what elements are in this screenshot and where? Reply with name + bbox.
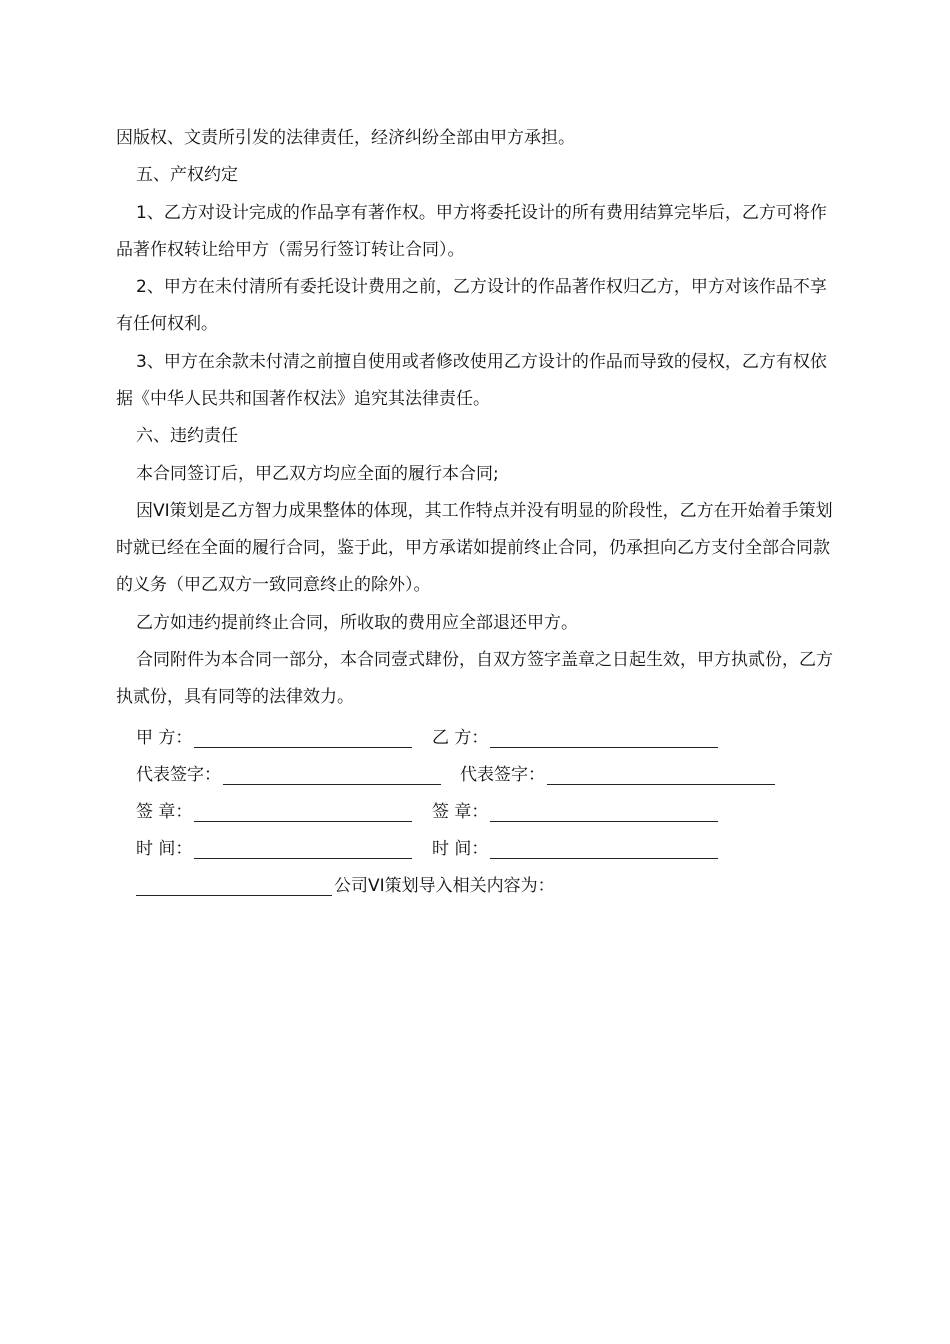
paragraph-property-3: 3、甲方在余款未付清之前擅自使用或者修改使用乙方设计的作品而导致的侵权，乙方有权依据《中华人民共和国著作权法》追究其法律责任。: [116, 352, 827, 409]
rep-a-blank-line[interactable]: [223, 766, 441, 785]
seal-a-blank-line[interactable]: [194, 803, 412, 822]
time-a-blank-line[interactable]: [194, 840, 412, 859]
rep-a-label: 代表签字：: [136, 765, 221, 785]
paragraph-breach-3: 乙方如违约提前终止合同，所收取的费用应全部退还甲方。: [136, 613, 578, 633]
paragraph-property-1: 1、乙方对设计完成的作品享有著作权。甲方将委托设计的所有费用结算完毕后，乙方可将作品著作权转让给甲方（需另行签订转让合同）。: [116, 203, 827, 260]
rep-b-blank-line[interactable]: [547, 766, 775, 785]
seal-b-field: [432, 800, 718, 822]
rep-b-label: 代表签字：: [460, 765, 545, 785]
paragraph-effectiveness: 合同附件为本合同一部分，本合同壹式肆份，自双方签字盖章之日起生效，甲方执贰份，乙方执贰份，具有同等的法律效力。: [116, 650, 833, 707]
seal-a-field: [136, 800, 412, 822]
party-a-field: [136, 726, 412, 748]
paragraph-breach-2: 因VI策划是乙方智力成果整体的体现，其工作特点并没有明显的阶段性，乙方在开始着手策划时就已经在全面的履行合同，鉴于此，甲方承诺如提前终止合同，仍承担向乙方支付全部合同款的义务（甲乙双方一致同意终止的除外）。: [116, 501, 833, 595]
seal-b-label: 签 章：: [432, 802, 489, 822]
paragraph-property-2: 2、甲方在未付清所有委托设计费用之前，乙方设计的作品著作权归乙方，甲方对该作品不享有任何权利。: [116, 277, 827, 334]
company-name-field: [136, 874, 555, 896]
seal-b-blank-line[interactable]: [490, 803, 718, 822]
section-heading-property-rights: 五、产权约定: [136, 165, 238, 185]
signature-row-seal: [136, 800, 836, 824]
company-name-blank-line[interactable]: [136, 877, 332, 896]
company-vi-content-label: 公司VI策划导入相关内容为：: [334, 876, 555, 896]
section-heading-breach: 六、违约责任: [136, 426, 238, 446]
time-b-blank-line[interactable]: [490, 840, 718, 859]
time-b-field: [432, 837, 718, 859]
time-b-label: 时 间：: [432, 839, 489, 859]
rep-b-field: [460, 763, 775, 785]
party-b-label: 乙 方：: [432, 728, 489, 748]
party-b-blank-line[interactable]: [490, 729, 718, 748]
signature-row-party: [136, 726, 836, 750]
paragraph-liability-note: 因版权、文责所引发的法律责任，经济纠纷全部由甲方承担。: [116, 128, 575, 148]
party-a-blank-line[interactable]: [194, 729, 412, 748]
rep-a-field: [136, 763, 441, 785]
company-vi-content-line: [136, 874, 836, 898]
paragraph-breach-1: 本合同签订后，甲乙双方均应全面的履行本合同;: [136, 464, 499, 484]
signature-row-time: [136, 837, 836, 861]
party-b-field: [432, 726, 718, 748]
time-a-label: 时 间：: [136, 839, 193, 859]
party-a-label: 甲 方：: [136, 728, 193, 748]
time-a-field: [136, 837, 412, 859]
signature-row-representative: [136, 763, 836, 787]
seal-a-label: 签 章：: [136, 802, 193, 822]
